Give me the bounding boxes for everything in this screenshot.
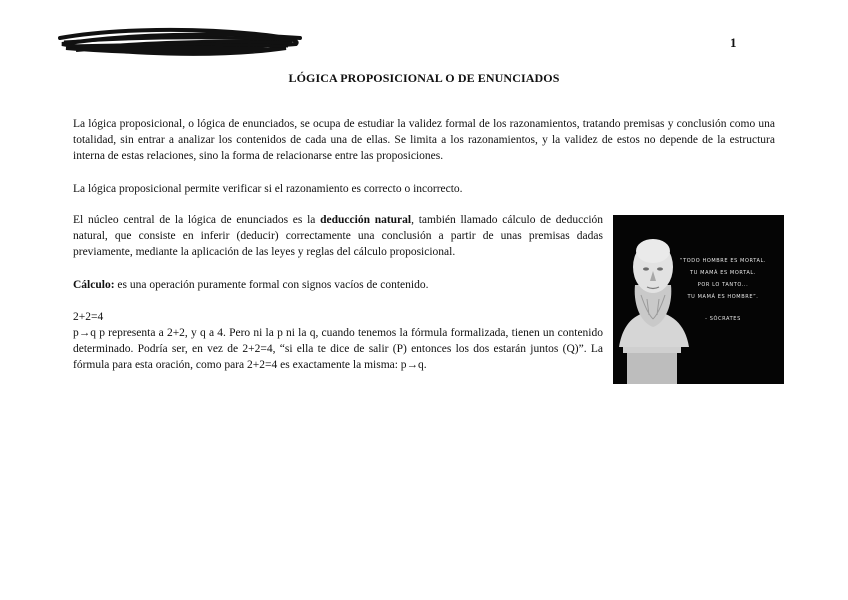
bold-term: deducción natural [320,214,412,226]
natural-deduction-paragraph [73,212,603,260]
verification-paragraph: La lógica proposicional permite verificar si el razonamiento es correcto o incorrecto. [73,183,463,195]
redaction-scribble-icon [56,24,304,58]
bold-term: Cálculo: [73,279,115,291]
quote-line: POR LO TANTO... [697,282,749,288]
text-span: es una operación puramente formal con signos vacíos de contenido. [114,279,429,291]
text-span: El núcleo central de la lógica de enunciados es la [73,214,321,226]
quote-author: - SÓCRATES [705,316,741,322]
page-number: 1 [730,35,737,50]
calculus-definition-paragraph [73,277,603,293]
example-equation: 2+2=4 [73,311,104,323]
page-title: LÓGICA PROPOSICIONAL O DE ENUNCIADOS [288,71,560,85]
quote-line: TU MAMÁ ES MORTAL. [690,270,756,276]
intro-paragraph: La lógica proposicional, o lógica de enunciados, se ocupa de estudiar la validez formal de los razonamientos, tratando premisas y conclusión como una totalidad, sin entrar a analizar los contenidos de cada una de ellas. Se limita a los razonamientos, y la validez de estos no depende de la estructura interna de estas relaciones, sino la forma de relacionarse entre las proposiciones. [73,118,775,162]
formalization-paragraph: p→q p representa a 2+2, y q a 4. Pero ni la p ni la q, cuando tenemos la fórmula formalizada, tienen un contenido determinado. Podría ser, en vez de 2+2=4, “si ella te dice de salir (P) entonces los dos estarán juntos (Q)”. La fórmula para esta oración, como para 2+2=4 es exactamente la misma: p→q. [73,327,603,371]
quote-line: TU MAMÁ ES HOMBRE”. [687,294,759,300]
quote-line: “TODO HOMBRE ES MORTAL. [679,258,767,264]
text-span: , también llamado cálculo de deducción natural, que consiste en inferir (deducir) correctamente una conclusión a partir de unas premisas dadas previamente, mediante la aplicación de las leyes y reglas del cálculo proposicional. [73,214,604,258]
